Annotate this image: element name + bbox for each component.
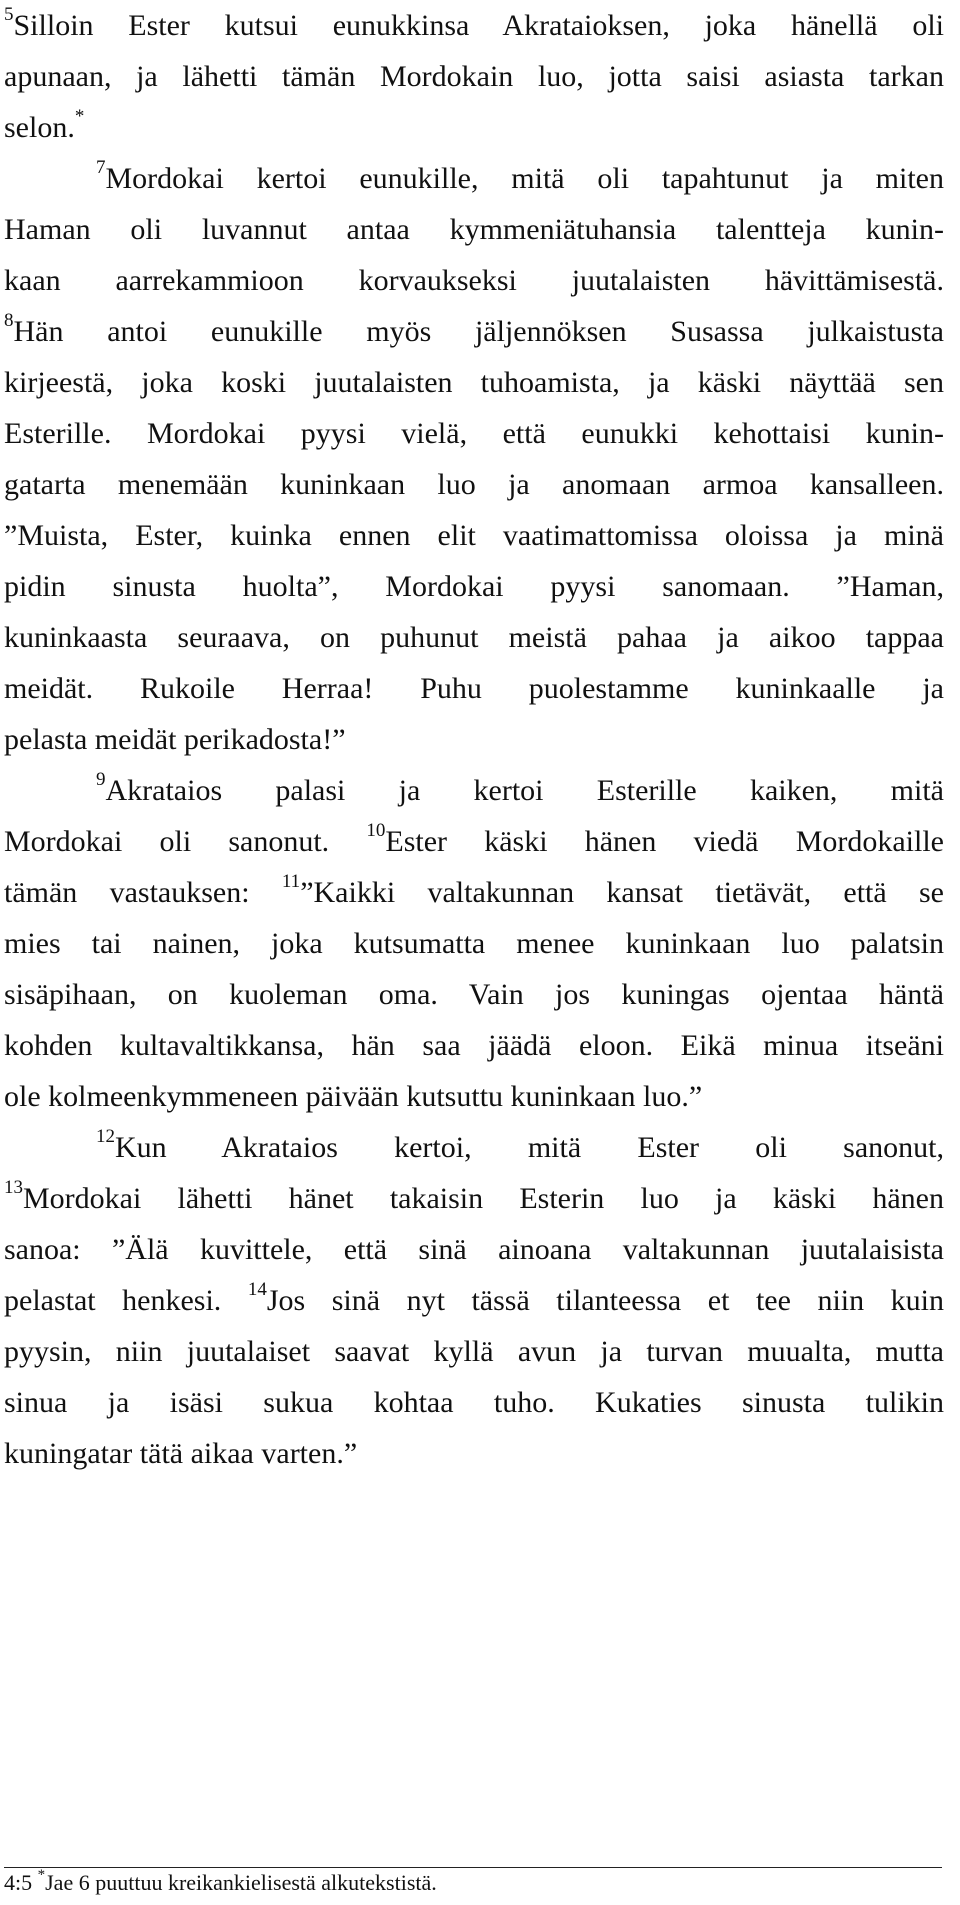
verse-text: meidät. Rukoile Herraa! Puhu puolestamme kuninkaalle ja: [4, 672, 944, 705]
text-line: [4, 416, 944, 452]
verse-number: 9: [96, 769, 106, 790]
verse-text: kirjeestä, joka koski juutalaisten tuhoamista, ja käski näyttää sen: [4, 366, 944, 399]
verse-text: Kun Akrataios kertoi, mitä Ester oli sanonut,: [115, 1131, 944, 1164]
text-line: [4, 365, 944, 401]
text-line: [4, 106, 944, 146]
footnote: [4, 1868, 944, 1898]
text-line: [96, 157, 944, 197]
text-line: [4, 310, 944, 350]
verse-text: sinua ja isäsi sukua kohtaa tuho. Kukaties sinusta tulikin: [4, 1386, 944, 1419]
verse-text: kuningatar tätä aikaa varten.”: [4, 1437, 358, 1470]
text-line: [4, 1385, 944, 1421]
text-line: [4, 722, 944, 758]
verse-text: kohden kultavaltikkansa, hän saa jäädä eloon. Eikä minua itseäni: [4, 1029, 944, 1062]
verse-text: pidin sinusta huolta”, Mordokai pyysi sanomaan. ”Haman,: [4, 570, 944, 603]
verse-text: sanoa: ”Älä kuvittele, että sinä ainoana valtakunnan juutalaisista: [4, 1233, 944, 1266]
text-line: [4, 1279, 944, 1319]
verse-text: Jos sinä nyt tässä tilanteessa et tee niin kuin: [266, 1284, 944, 1317]
text-line: [96, 769, 944, 809]
verse-text: mies tai nainen, joka kutsumatta menee kuninkaan luo palatsin: [4, 927, 944, 960]
text-line: [4, 871, 944, 911]
verse-text: kaan aarrekammioon korvaukseksi juutalaisten hävittämisestä.: [4, 264, 944, 297]
verse-text: Ester käski hänen viedä Mordokaille: [385, 825, 944, 858]
verse-text: selon.: [4, 111, 75, 144]
verse-text: Haman oli luvannut antaa kymmeniätuhansia talentteja kunin-: [4, 213, 944, 246]
footnote-marker: *: [37, 1866, 46, 1883]
footnote-ref: 4:5: [4, 1870, 33, 1895]
verse-text: sisäpihaan, on kuoleman oma. Vain jos kuningas ojentaa häntä: [4, 978, 944, 1011]
verse-text: Akrataios palasi ja kertoi Esterille kaiken, mitä: [105, 774, 944, 807]
verse-text: Mordokai oli sanonut.: [4, 825, 330, 858]
verse-text: Mordokai lähetti hänet takaisin Esterin luo ja käski hänen: [23, 1182, 944, 1215]
text-line: [4, 4, 944, 44]
text-line: [4, 467, 944, 503]
text-line: [4, 518, 944, 554]
verse-number: 14: [247, 1279, 267, 1300]
verse-text: ”Muista, Ester, kuinka ennen elit vaatimattomissa oloissa ja minä: [4, 519, 944, 552]
text-line: [4, 263, 944, 299]
verse-number: 13: [4, 1177, 23, 1198]
verse-text: Hän antoi eunukille myös jäljennöksen Susassa julkaistusta: [13, 315, 944, 348]
verse-text: gatarta menemään kuninkaan luo ja anomaan armoa kansalleen.: [4, 468, 944, 501]
text-line: [4, 1028, 944, 1064]
text-line: [4, 1436, 944, 1472]
footnote-text: Jae 6 puuttuu kreikankielisestä alkutekstistä.: [45, 1870, 437, 1895]
text-line: [4, 926, 944, 962]
verse-text: tämän vastauksen:: [4, 876, 250, 909]
text-line: [4, 1232, 944, 1268]
verse-text: Esterille. Mordokai pyysi vielä, että eunukki kehottaisi kunin-: [4, 417, 944, 450]
text-line: [4, 671, 944, 707]
verse-text: pelastat henkesi.: [4, 1284, 222, 1317]
text-line: [96, 1126, 944, 1166]
verse-number: 10: [366, 820, 386, 841]
text-line: [4, 1079, 944, 1115]
verse-text: apunaan, ja lähetti tämän Mordokain luo, jotta saisi asiasta tarkan: [4, 60, 944, 93]
verse-number: 12: [96, 1126, 115, 1147]
verse-text: pyysin, niin juutalaiset saavat kyllä avun ja turvan muualta, mutta: [4, 1335, 944, 1368]
verse-number: 8: [4, 310, 14, 331]
text-line: [4, 212, 944, 248]
verse-text: ole kolmeenkymmeneen päivään kutsuttu kuninkaan luo.”: [4, 1080, 703, 1113]
verse-number: 7: [96, 157, 106, 178]
verse-text: kuninkaasta seuraava, on puhunut meistä pahaa ja aikoo tappaa: [4, 621, 944, 654]
verse-text: pelasta meidät perikadosta!”: [4, 723, 346, 756]
verse-number: 11: [281, 871, 301, 892]
verse-text: Silloin Ester kutsui eunukkinsa Akrataioksen, joka hänellä oli: [13, 9, 944, 42]
footnote-marker: *: [74, 106, 85, 127]
text-line: [4, 620, 944, 656]
verse-text: Mordokai kertoi eunukille, mitä oli tapahtunut ja miten: [105, 162, 944, 195]
text-line: [4, 977, 944, 1013]
verse-number: 5: [4, 4, 14, 25]
text-line: [4, 1334, 944, 1370]
text-line: [4, 569, 944, 605]
text-line: [4, 59, 944, 95]
text-line: [4, 1177, 944, 1217]
text-line: [4, 820, 944, 860]
verse-text: ”Kaikki valtakunnan kansat tietävät, että se: [300, 876, 944, 909]
